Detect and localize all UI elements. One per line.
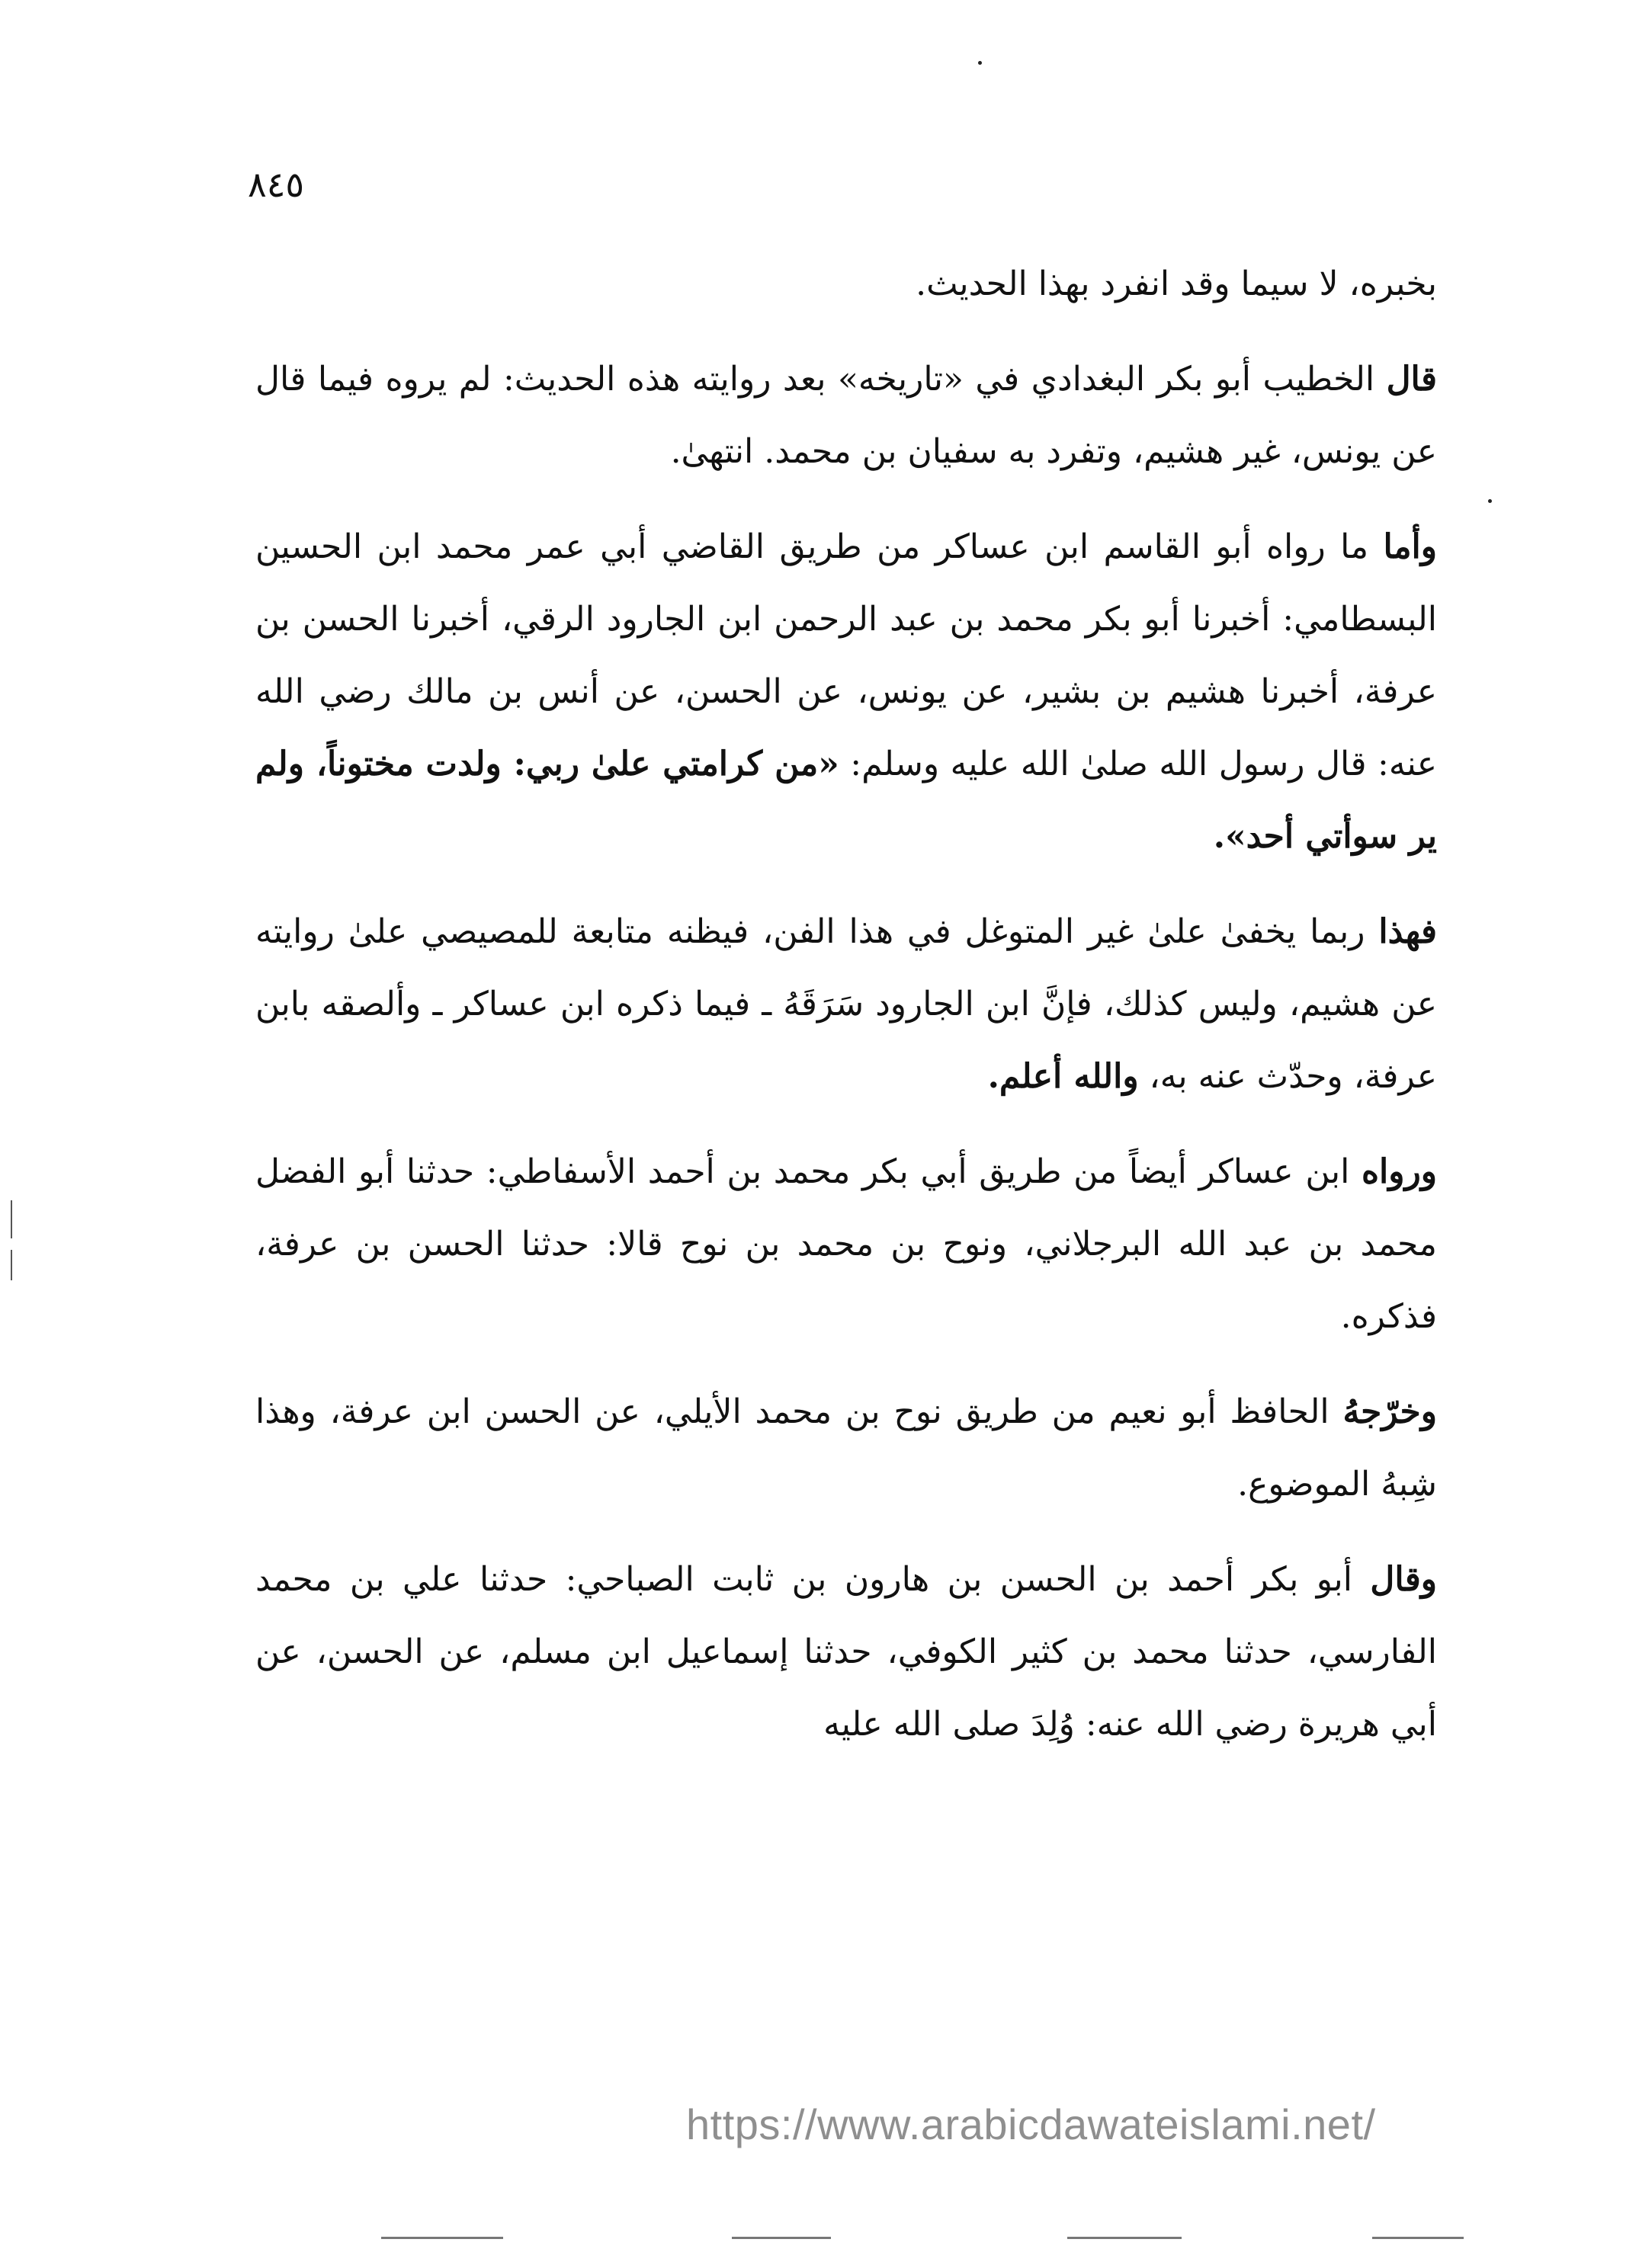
page-number: ٨٤٥ <box>248 164 305 205</box>
paragraph-6 <box>255 1376 1437 1520</box>
paragraph-lead: وقال <box>1370 1560 1437 1599</box>
paragraph-lead: وخرّجهُ <box>1342 1392 1437 1431</box>
paragraph-lead: قال <box>1386 360 1437 399</box>
paragraph-7 <box>255 1543 1437 1760</box>
body-text <box>255 248 1437 1783</box>
paragraph-text: ابن عساكر أيضاً من طريق أبي بكر محمد بن أحمد الأسفاطي: حدثنا أبو الفضل محمد بن عبد الله البرجلاني، ونوح بن محمد بن نوح قالا: حدثنا الحسن بن عرفة، فذكره. <box>255 1152 1437 1336</box>
scan-rule <box>381 2237 503 2239</box>
paragraph-text: الحافظ أبو نعيم من طريق نوح بن محمد الأيلي، عن الحسن ابن عرفة، وهذا شِبهُ الموضوع. <box>255 1392 1437 1504</box>
scan-rule <box>1067 2237 1182 2239</box>
scan-rule <box>1372 2237 1464 2239</box>
paragraph-text: الخطيب أبو بكر البغدادي في «تاريخه» بعد روايته هذه الحديث: لم يروه فيما قال عن يونس، غير هشيم، وتفرد به سفيان بن محمد. انتهىٰ. <box>255 360 1437 471</box>
paragraph-text: بخبره، لا سيما وقد انفرد بهذا الحديث. <box>916 264 1437 303</box>
closing-phrase: والله أعلم. <box>987 1057 1139 1096</box>
paragraph-5 <box>255 1136 1437 1353</box>
paragraph-4 <box>255 895 1437 1113</box>
paragraph-text: أبو بكر أحمد بن الحسن بن هارون بن ثابت الصباحي: حدثنا علي بن محمد الفارسي، حدثنا محمد بن كثير الكوفي، حدثنا إسماعيل ابن مسلم، عن الحسن، عن أبي هريرة رضي الله عنه: وُلِدَ صلى الله عليه <box>255 1560 1437 1744</box>
paragraph-3 <box>255 511 1437 873</box>
watermark-url: https://www.arabicdawateislami.net/ <box>686 2100 1376 2148</box>
paragraph-text: ما رواه أبو القاسم ابن عساكر من طريق القاضي أبي عمر محمد ابن الحسين البسطامي: أخبرنا أبو بكر محمد بن عبد الرحمن ابن الجارود الرقي، أخبرنا الحسن بن عرفة، أخبرنا هشيم بن بشير، عن يونس، عن الحسن، عن أنس بن مالك رضي الله عنه: قال رسول الله صلىٰ الله عليه وسلم: <box>255 527 1437 783</box>
scan-margin-mark <box>11 1250 12 1280</box>
paragraph-lead: وأما <box>1383 527 1437 566</box>
paragraph-2 <box>255 343 1437 488</box>
paragraph-text: ربما يخفىٰ علىٰ غير المتوغل في هذا الفن، فيظنه متابعة للمصيصي علىٰ روايته عن هشيم، وليس كذلك، فإنَّ ابن الجارود سَرَقَهُ ـ فيما ذكره ابن عساكر ـ وألصقه بابن عرفة، وحدّث عنه به، <box>255 912 1437 1096</box>
scan-speck <box>1488 499 1492 503</box>
scan-margin-mark <box>11 1200 12 1238</box>
paragraph-lead: ورواه <box>1361 1152 1437 1191</box>
paragraph-lead: فهذا <box>1378 912 1437 951</box>
scan-rule <box>732 2237 831 2239</box>
scan-speck <box>978 61 982 65</box>
hadith-quote: «من كرامتي علىٰ ربي: ولدت مختوناً، ولم ير سوأتي أحد». <box>255 745 1437 856</box>
paragraph-1 <box>255 248 1437 320</box>
